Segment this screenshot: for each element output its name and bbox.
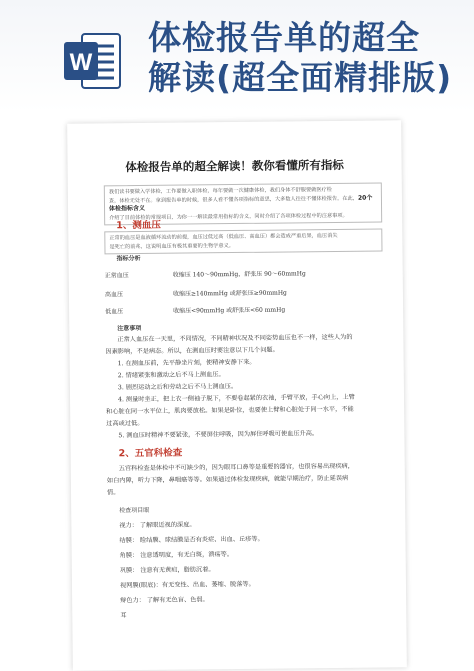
exam-row: 结膜： 睑结膜、球结膜是否有炎症、出血、丘疹等。 bbox=[119, 535, 264, 545]
notes-item-4-cont: 过高或过低。 bbox=[106, 419, 144, 428]
notes-item-4-cont: 和心脏在同一水平位上，肌肉要放松。如果是卧位，也要使上臂和心脏处于同一水平，不能 bbox=[106, 405, 354, 416]
banner-title-line2: 解读(超全面精排版) bbox=[148, 58, 453, 97]
banner-title bbox=[148, 18, 468, 98]
exam-row-ear: 耳 bbox=[120, 612, 127, 620]
intro-line: 我们读书要做入学体检，工作要做入职体检，每年要做一次健康体检，我们身体不舒服要做医疗检 bbox=[108, 186, 332, 196]
notes-paragraph bbox=[105, 332, 355, 443]
section-heading-ent: 2、五官科检查 bbox=[118, 447, 183, 460]
exam-list bbox=[119, 517, 264, 624]
intro-line-text: 查，体检无处不在。拿到报告单的时候，很多人看不懂各项指标的意思，大多数人往往不懂体检报告。在此， bbox=[108, 195, 358, 204]
notes-item: 2. 情绪紧张和激动之后不马上测血压。 bbox=[117, 371, 225, 380]
notes-item-4: 4. 测量时坐正，把上衣一侧袖子脱下，不要卷起紧的衣袖，手臂平放，手心向上，上臂 bbox=[118, 393, 355, 404]
notes-item: 1. 在测血压前，先平静坐片刻，使精神安静下来。 bbox=[117, 358, 256, 368]
word-document-icon bbox=[62, 30, 122, 92]
notes-item-5: 5. 测血压时精神不要紧张，不要屏住呼吸，因为屏住呼吸可使血压升高。 bbox=[118, 430, 319, 440]
exam-row: 巩膜： 注意有无黄疸，脂肪沉着。 bbox=[119, 566, 215, 575]
bp-row-value: 收缩压<90mmHg 或舒张压<60 mmHg bbox=[173, 306, 286, 315]
exam-row: 辩色力： 了解有无色盲、色弱。 bbox=[120, 596, 209, 605]
bp-row-name: 正常血压 bbox=[104, 272, 129, 280]
exam-label: 检查项目眼 bbox=[119, 506, 150, 515]
notes-line: 正常人血压在一天里，不同情况，不同精神状况及不同姿势血压也不一样，这些人为的 bbox=[117, 333, 353, 344]
document-title: 体检报告单的超全解读！教你看懂所有指标 bbox=[125, 157, 344, 175]
index-label: 指标分析 bbox=[116, 255, 141, 263]
bp-row-name: 高血压 bbox=[104, 291, 123, 299]
section-heading-blood-pressure: 1、测血压 bbox=[116, 219, 161, 232]
bp-row-name: 低血压 bbox=[105, 308, 124, 316]
bp-row-value: 收缩压≥140mmHg 或舒张压≥90mmHg bbox=[172, 289, 287, 298]
notes-item: 3. 剧烈运动之后和劳动之后不马上测血压。 bbox=[117, 382, 238, 392]
document-page bbox=[67, 120, 407, 670]
banner-title-line1: 体检报告单的超全 bbox=[148, 18, 420, 57]
bp-intro-box bbox=[104, 228, 382, 254]
ent-line: 如白内障，听力下降，鼻咽癌等等。如果通过体检发现疾病，就能早期治疗，防止延误病 bbox=[106, 474, 349, 485]
intro-tail: 介绍了目前体检的常规项目，为你一一解读最常用指标的含义，同时介绍了各项体检过程中的注意事项。 bbox=[109, 212, 348, 221]
bp-intro-line: 正常的血压是血液循环流动的前提，血压过低过高（低血压、高血压）都会造成严重后果，血压消失 bbox=[109, 232, 338, 242]
exam-row: 视力： 了解眼近视的深度。 bbox=[119, 521, 196, 530]
ent-line: 情。 bbox=[106, 489, 120, 497]
notes-line: 因素影响，不是病态。所以，在测血压时要注意以下几个问题。 bbox=[105, 346, 279, 356]
ent-line: 五官科检查是体检中不可缺少的，因为眼耳口鼻等是重要的器官，也很容易出现疾病， bbox=[118, 462, 354, 473]
notes-label: 注意事项 bbox=[117, 324, 142, 333]
intro-highlight: 20个体检指标含义 bbox=[109, 194, 373, 213]
header-banner bbox=[0, 0, 474, 112]
exam-row: 视网膜(眼底)：有无变性、出血、萎缩、脱落等。 bbox=[119, 580, 255, 590]
word-logo-letter: W bbox=[69, 49, 93, 76]
exam-row: 角膜： 注意透明度，有无白斑，溃疡等。 bbox=[119, 551, 234, 560]
ent-paragraph bbox=[107, 461, 354, 500]
bp-row-value: 收缩压 140～90mmHg，舒张压 90～60mmHg bbox=[172, 270, 306, 279]
bp-intro-line: 是死亡的前兆，这说明血压有极其重要的生物学意义。 bbox=[109, 242, 234, 250]
